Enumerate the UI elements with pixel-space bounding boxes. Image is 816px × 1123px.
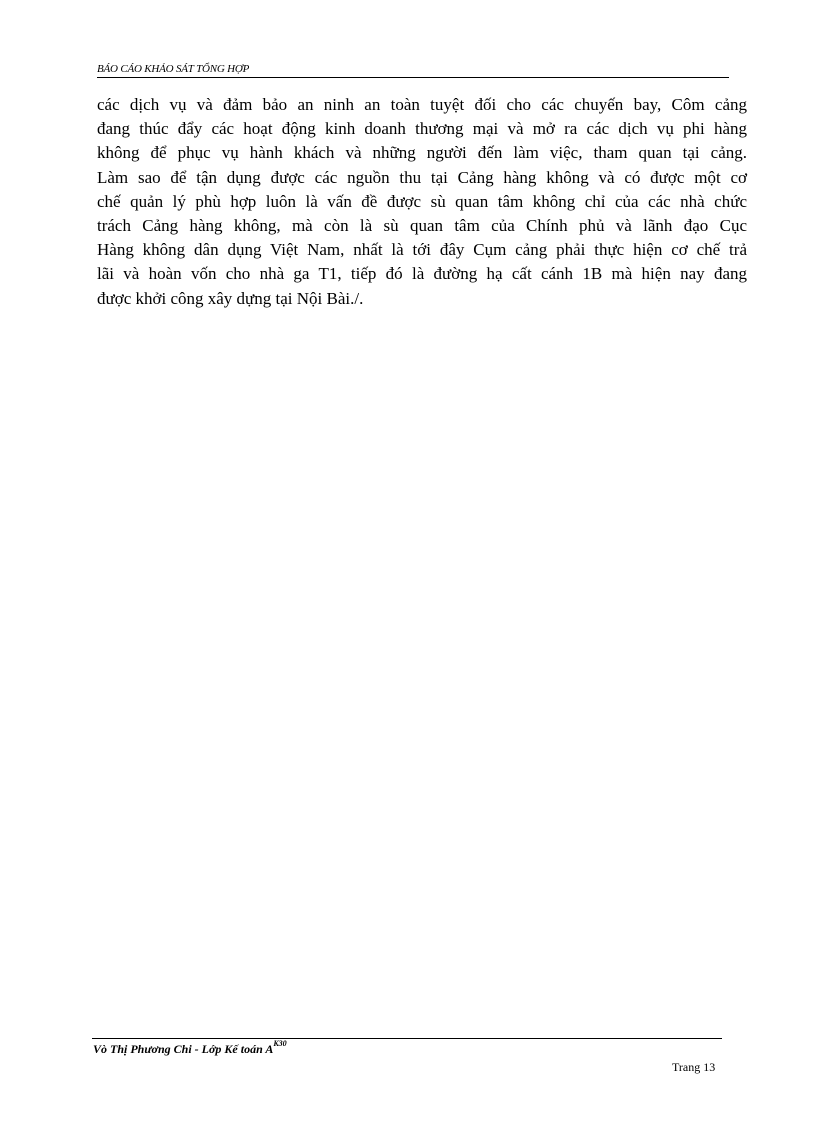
footer-author (93, 1039, 287, 1057)
body-paragraph (97, 93, 747, 311)
author-name: Vò Thị Phương Chi - Lớp Kế toán A (93, 1042, 274, 1056)
page-header (97, 60, 729, 78)
paragraph-line: đang thúc đẩy các hoạt động kinh doanh thương mại và mở ra các dịch vụ phi hàng (97, 119, 747, 139)
paragraph-line: chế quản lý phù hợp luôn là vấn đề được sù quan tâm không chỉ của các nhà chức (97, 191, 747, 211)
class-superscript: K30 (273, 1039, 287, 1048)
footer-divider (92, 1038, 722, 1039)
page-number: Trang 13 (672, 1060, 716, 1074)
paragraph-line: trách Cảng hàng không, mà còn là sù quan tâm của Chính phủ và lãnh đạo Cục (97, 215, 747, 235)
paragraph-line: Hàng không dân dụng Việt Nam, nhất là tới đây Cụm cảng phải thực hiện cơ chế trả (97, 240, 747, 260)
paragraph-line: không để phục vụ hành khách và những người đến làm việc, tham quan tại cảng. (97, 143, 747, 163)
header-title: BÁO CÁO KHẢO SÁT TỔNG HỢP (97, 63, 250, 75)
paragraph-line: được khởi công xây dựng tại Nội Bài./. (97, 288, 364, 308)
paragraph-line: các dịch vụ và đảm bảo an ninh an toàn tuyệt đối cho các chuyến bay, Côm cảng (97, 95, 747, 114)
paragraph-line: Làm sao để tận dụng được các nguồn thu tại Cảng hàng không và có được một cơ (97, 167, 747, 187)
paragraph-line: lãi và hoàn vốn cho nhà ga T1, tiếp đó là đường hạ cất cánh 1B mà hiện nay đang (97, 264, 747, 284)
